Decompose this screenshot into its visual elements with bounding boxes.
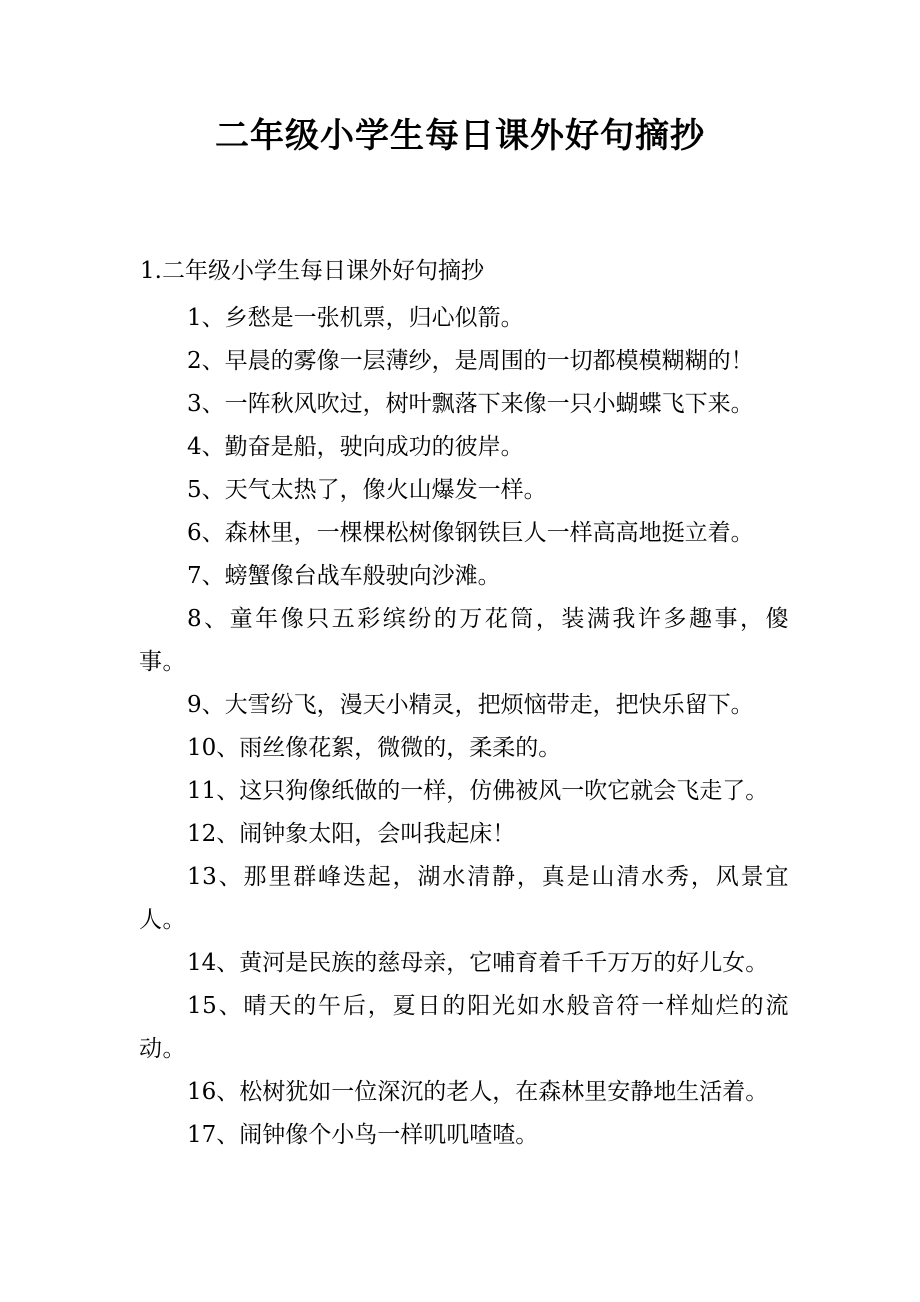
sentence-item: 2、早晨的雾像一层薄纱，是周围的一切都模模糊糊的！ (187, 348, 754, 374)
sentence-item: 4、勤奋是船，驶向成功的彼岸。 (187, 434, 524, 460)
sentence-item: 13、那里群峰迭起，湖水清静，真是山清水秀，风景宜人。 (139, 864, 789, 933)
sentence-item: 17、闹钟像个小鸟一样叽叽喳喳。 (187, 1122, 539, 1148)
sentence-item: 12、闹钟象太阳，会叫我起床！ (187, 821, 516, 847)
document-title: 二年级小学生每日课外好句摘抄 (215, 116, 705, 156)
sentence-item: 6、森林里，一棵棵松树像钢铁巨人一样高高地挺立着。 (187, 520, 754, 546)
sentence-item: 5、天气太热了，像火山爆发一样。 (187, 477, 547, 503)
sentence-item: 1、乡愁是一张机票，归心似箭。 (187, 305, 524, 331)
sentence-item: 3、一阵秋风吹过，树叶飘落下来像一只小蝴蝶飞下来。 (187, 391, 754, 417)
sentence-item: 10、雨丝像花絮，微微的，柔柔的。 (187, 735, 562, 761)
sentence-list (139, 297, 789, 1157)
sentence-item: 8、童年像只五彩缤纷的万花筒，装满我许多趣事，傻事。 (139, 606, 789, 675)
sentence-item: 9、大雪纷飞，漫天小精灵，把烦恼带走，把快乐留下。 (187, 692, 754, 718)
sentence-item: 14、黄河是民族的慈母亲，它哺育着千千万万的好儿女。 (187, 950, 769, 976)
sentence-item: 7、螃蟹像台战车般驶向沙滩。 (187, 563, 501, 589)
sentence-item: 11、这只狗像纸做的一样，仿佛被风一吹它就会飞走了。 (187, 778, 769, 804)
sentence-item: 16、松树犹如一位深沉的老人，在森林里安静地生活着。 (187, 1079, 769, 1105)
section-heading: 1.二年级小学生每日课外好句摘抄 (140, 258, 484, 284)
sentence-item: 15、晴天的午后，夏日的阳光如水般音符一样灿烂的流动。 (139, 993, 789, 1062)
